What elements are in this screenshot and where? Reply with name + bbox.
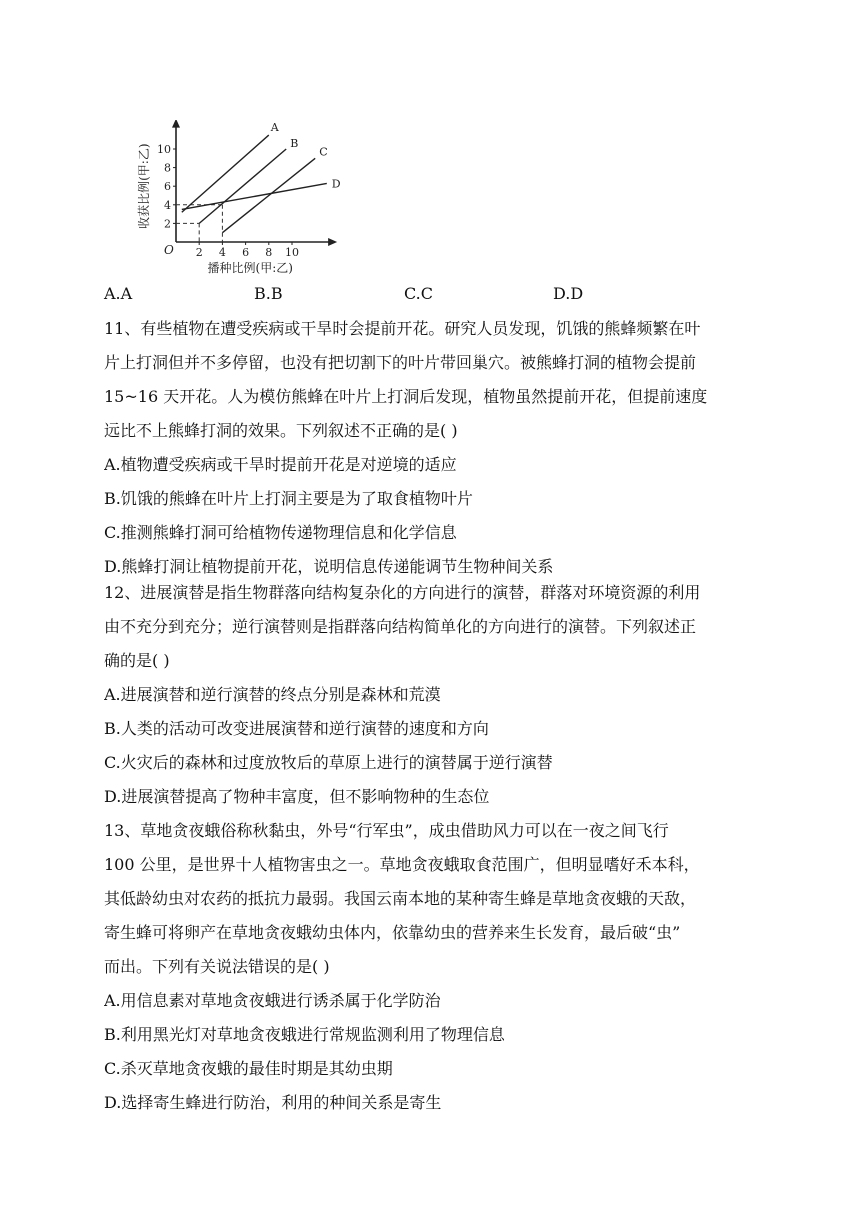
question-13-stem-line: 寄生蜂可将卵产在草地贪夜蛾幼虫体内，依靠幼虫的营养来生长发育，最后破“虫” xyxy=(104,923,681,942)
option-c[interactable]: C.C xyxy=(404,284,433,303)
y-tick-label: 6 xyxy=(164,180,171,194)
series-line-b xyxy=(199,149,286,223)
x-tick-label: 4 xyxy=(218,246,226,259)
question-11 xyxy=(104,318,759,590)
previous-question-options xyxy=(104,283,764,305)
option-a[interactable]: A.A xyxy=(104,284,133,303)
series-label-a: A xyxy=(270,121,279,135)
question-13-stem-line: 其低龄幼虫对农药的抵抗力最弱。我国云南本地的某种寄生蜂是草地贪夜蛾的天敌， xyxy=(104,889,697,908)
question-11-stem-line: 11、有些植物在遭受疾病或干旱时会提前开花。研究人员发现，饥饿的熊蜂频繁在叶 xyxy=(104,319,701,338)
question-13-option-b[interactable]: B.利用黑光灯对草地贪夜蛾进行常规监测利用了物理信息 xyxy=(104,1025,505,1044)
ratio-chart xyxy=(118,120,368,285)
x-axis-label: 播种比例(甲:乙) xyxy=(207,261,293,275)
option-d[interactable]: D.D xyxy=(553,284,584,303)
question-13 xyxy=(104,820,759,1126)
series-label-d: D xyxy=(331,177,341,191)
question-11-option-c[interactable]: C.推测熊蜂打洞可给植物传递物理信息和化学信息 xyxy=(104,523,457,542)
series-line-d xyxy=(182,183,327,209)
question-12-option-c[interactable]: C.火灾后的森林和过度放牧后的草原上进行的演替属于逆行演替 xyxy=(104,753,553,772)
question-13-option-a[interactable]: A.用信息素对草地贪夜蛾进行诱杀属于化学防治 xyxy=(104,991,441,1010)
question-12-stem-line: 12、进展演替是指生物群落向结构复杂化的方向进行的演替，群落对环境资源的利用 xyxy=(104,583,701,602)
series-label-b: B xyxy=(290,137,299,150)
question-11-stem-line: 片上打洞但并不多停留，也没有把切割下的叶片带回巢穴。被熊蜂打洞的植物会提前 xyxy=(104,353,697,372)
y-tick-label: 4 xyxy=(164,198,171,212)
ratio-chart-figure xyxy=(118,120,368,285)
x-tick-label: 8 xyxy=(265,246,273,259)
question-11-stem-line: 15~16 天开花。人为模仿熊蜂在叶片上打洞后发现，植物虽然提前开花，但提前速度 xyxy=(104,387,708,406)
question-12-option-d[interactable]: D.进展演替提高了物种丰富度，但不影响物种的生态位 xyxy=(104,787,490,806)
question-12-stem-line: 确的是( ) xyxy=(104,651,170,670)
question-13-stem-line: 而出。下列有关说法错误的是( ) xyxy=(104,957,330,976)
x-tick-label: 6 xyxy=(242,246,250,259)
question-13-stem-line: 13、草地贪夜蛾俗称秋黏虫，外号“行军虫”，成虫借助风力可以在一夜之间飞行 xyxy=(104,821,669,840)
y-axis-label: 收获比例(甲:乙) xyxy=(137,143,151,229)
y-tick-label: 8 xyxy=(164,161,171,175)
question-11-stem-line: 远比不上熊蜂打洞的效果。下列叙述不正确的是( ) xyxy=(104,421,458,440)
series-label-c: C xyxy=(319,145,328,159)
y-tick-label: 10 xyxy=(157,143,171,156)
option-b[interactable]: B.B xyxy=(254,284,283,303)
origin-label: O xyxy=(164,243,174,257)
x-tick-label: 2 xyxy=(195,246,203,259)
question-13-stem-line: 100 公里，是世界十人植物害虫之一。草地贪夜蛾取食范围广，但明显嗜好禾本科， xyxy=(104,855,700,874)
question-12-stem-line: 由不充分到充分；逆行演替则是指群落向结构简单化的方向进行的演替。下列叙述正 xyxy=(104,617,697,636)
y-tick-label: 2 xyxy=(164,217,171,231)
question-12-option-b[interactable]: B.人类的活动可改变进展演替和逆行演替的速度和方向 xyxy=(104,719,489,738)
question-12-option-a[interactable]: A.进展演替和逆行演替的终点分别是森林和荒漠 xyxy=(104,685,441,704)
question-11-option-a[interactable]: A.植物遭受疾病或干旱时提前开花是对逆境的适应 xyxy=(104,455,457,474)
y-axis-arrow-icon xyxy=(172,120,180,128)
question-11-option-b[interactable]: B.饥饿的熊蜂在叶片上打洞主要是为了取食植物叶片 xyxy=(104,489,473,508)
question-13-option-c[interactable]: C.杀灭草地贪夜蛾的最佳时期是其幼虫期 xyxy=(104,1059,393,1078)
question-11-option-d[interactable]: D.熊蜂打洞让植物提前开花，说明信息传递能调节生物种间关系 xyxy=(104,557,554,576)
question-12 xyxy=(104,582,759,820)
question-13-option-d[interactable]: D.选择寄生蜂进行防治，利用的种间关系是寄生 xyxy=(104,1093,442,1112)
x-axis-arrow-icon xyxy=(328,238,337,246)
series-line-c xyxy=(222,158,315,232)
x-tick-label: 10 xyxy=(285,246,299,259)
